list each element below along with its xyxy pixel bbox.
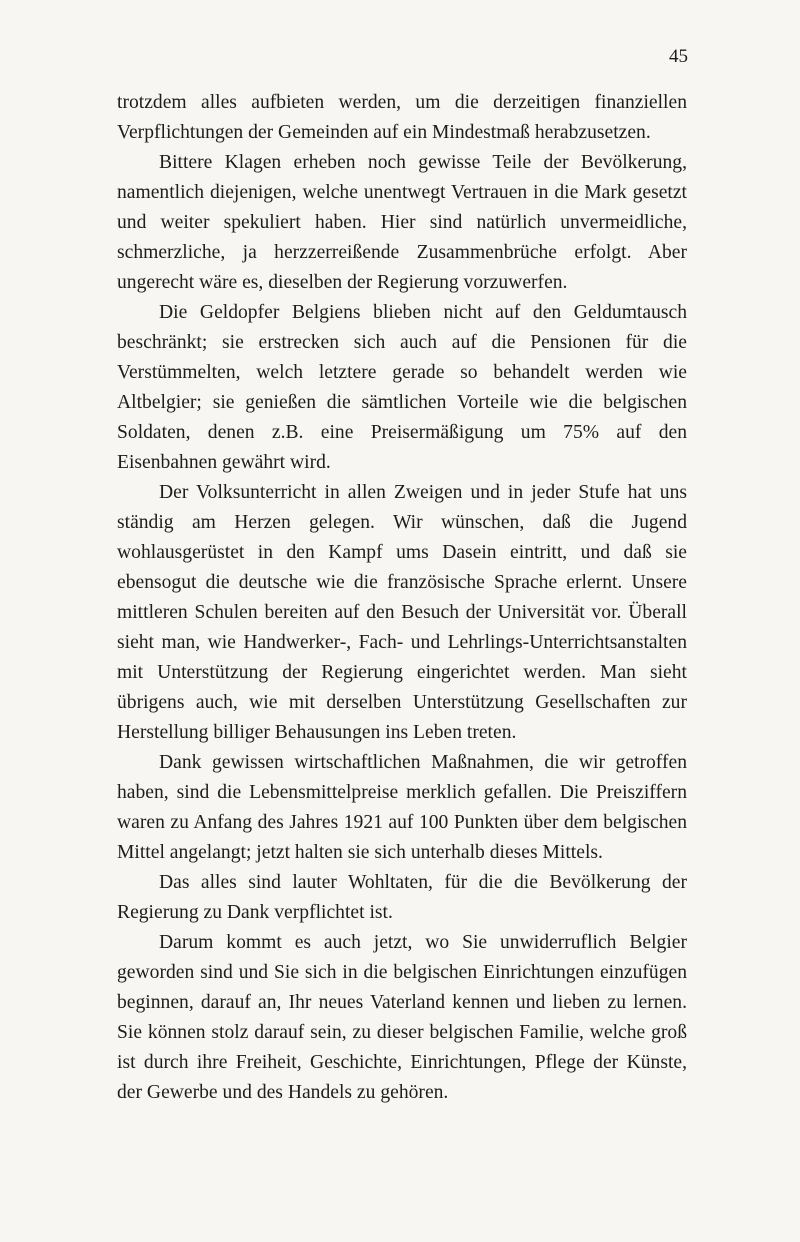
body-text <box>117 88 687 1108</box>
paragraph-4: Der Volksunterricht in allen Zweigen und in jeder Stufe hat uns ständig am Herzen gelegen. Wir wünschen, daß die Jugend wohlausgerüstet in den Kampf ums Dasein eintritt, und daß sie ebensogut die deutsche wie die französische Sprache erlernt. Unsere mittleren Schulen bereiten auf den Besuch der Universität vor. Überall sieht man, wie Handwerker-, Fach- und Lehrlings-Unterrichtsanstalten mit Unterstützung der Regierung eingerichtet werden. Man sieht übrigens auch, wie mit derselben Unterstützung Gesellschaften zur Herstellung billiger Behausungen ins Leben treten. <box>117 482 687 743</box>
paragraph-2: Bittere Klagen erheben noch gewisse Teile der Bevölkerung, namentlich diejenigen, welche unentwegt Vertrauen in die Mark gesetzt und weiter spekuliert haben. Hier sind natürlich unvermeidliche, schmerzliche, ja herzzerreißende Zusammenbrüche erfolgt. Aber ungerecht wäre es, dieselben der Regierung vorzuwerfen. <box>117 152 687 293</box>
page-number: 45 <box>669 46 688 67</box>
paragraph-5: Dank gewissen wirtschaftlichen Maßnahmen, die wir getroffen haben, sind die Lebensmittelpreise merklich gefallen. Die Preisziffern waren zu Anfang des Jahres 1921 auf 100 Punkten über dem belgischen Mittel angelangt; jetzt halten sie sich unterhalb dieses Mittels. <box>117 752 687 863</box>
paragraph-1: trotzdem alles aufbieten werden, um die derzeitigen finanziellen Verpflichtungen der Gemeinden auf ein Mindestmaß herabzusetzen. <box>117 92 687 143</box>
paragraph-7: Darum kommt es auch jetzt, wo Sie unwiderruflich Belgier geworden sind und Sie sich in die belgischen Einrichtungen einzufügen beginnen, darauf an, Ihr neues Vaterland kennen und lieben zu lernen. Sie können stolz darauf sein, zu dieser belgischen Familie, welche groß ist durch ihre Freiheit, Geschichte, Einrichtungen, Pflege der Künste, der Gewerbe und des Handels zu gehören. <box>117 932 687 1103</box>
paragraph-6: Das alles sind lauter Wohltaten, für die die Bevölkerung der Regierung zu Dank verpflichtet ist. <box>117 872 687 923</box>
paragraph-3: Die Geldopfer Belgiens blieben nicht auf den Geldumtausch beschränkt; sie erstrecken sich auch auf die Pensionen für die Verstümmelten, welch letztere gerade so behandelt werden wie Altbelgier; sie genießen die sämtlichen Vorteile wie die belgischen Soldaten, denen z.B. eine Preisermäßigung um 75% auf den Eisenbahnen gewährt wird. <box>117 302 687 473</box>
